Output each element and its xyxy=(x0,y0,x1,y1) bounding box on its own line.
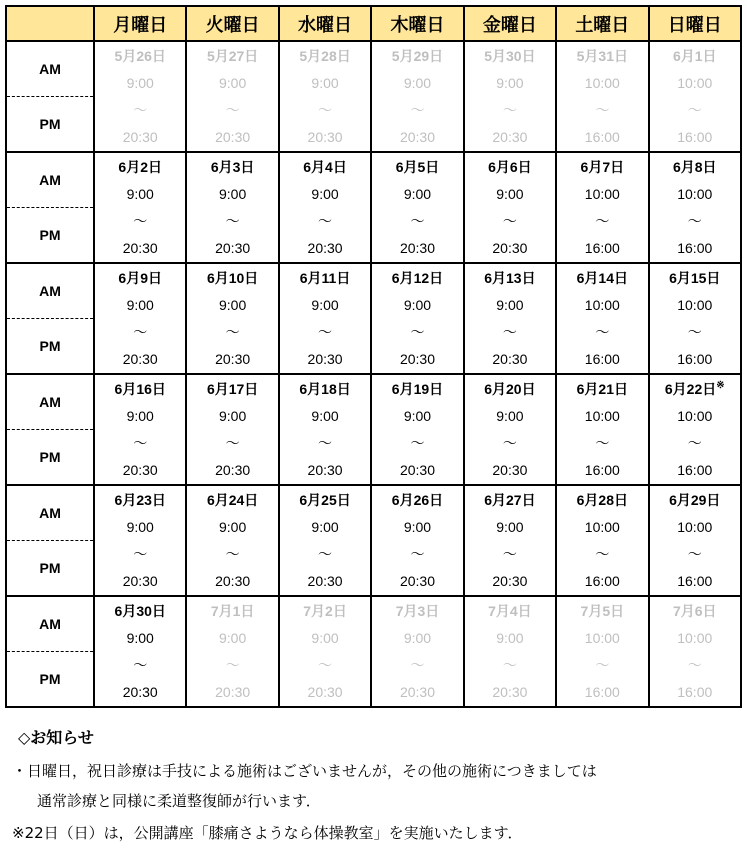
open-time: 9:00 xyxy=(496,75,524,91)
open-time: 9:00 xyxy=(403,630,432,646)
open-time: 9:00 xyxy=(219,186,247,202)
day-cell xyxy=(279,263,371,374)
range-separator: ～ xyxy=(318,324,333,340)
day-cell xyxy=(464,596,556,707)
day-cell xyxy=(649,263,741,374)
open-time: 10:00 xyxy=(677,75,713,91)
day-cell xyxy=(94,485,186,596)
day-cell xyxy=(556,152,648,263)
open-time: 10:00 xyxy=(677,519,713,535)
notice-heading: ◇お知らせ xyxy=(18,728,94,747)
open-time: 9:00 xyxy=(311,408,339,424)
date-label: 6月27日 xyxy=(484,492,536,508)
weekday-header: 月曜日 xyxy=(94,6,186,41)
range-separator: ～ xyxy=(595,435,610,451)
open-time: 9:00 xyxy=(311,297,339,313)
date-label: 6月11日 xyxy=(299,270,351,286)
day-cell xyxy=(279,485,371,596)
open-time: 9:00 xyxy=(311,75,339,91)
date-label: 6月1日 xyxy=(672,48,717,64)
day-cell xyxy=(556,374,648,485)
close-time: 20:30 xyxy=(399,684,435,700)
close-time: 20:30 xyxy=(307,462,343,478)
day-cell xyxy=(371,596,463,707)
day-cell xyxy=(94,41,186,152)
close-time: 20:30 xyxy=(215,240,251,256)
range-separator: ～ xyxy=(410,324,425,340)
close-time: 20:30 xyxy=(399,573,435,589)
date-label: 7月5日 xyxy=(580,603,625,619)
date-label: 6月4日 xyxy=(303,159,347,175)
week-row xyxy=(6,263,741,374)
range-separator: ～ xyxy=(687,102,702,118)
date-label: 6月15日 xyxy=(669,270,721,286)
day-cell xyxy=(464,152,556,263)
day-cell xyxy=(279,41,371,152)
close-time: 20:30 xyxy=(122,351,158,367)
open-time: 9:00 xyxy=(496,186,524,202)
day-cell xyxy=(279,596,371,707)
open-time: 9:00 xyxy=(219,630,247,646)
weekday-header: 水曜日 xyxy=(279,6,371,41)
close-time: 16:00 xyxy=(677,240,713,256)
week-row xyxy=(6,485,741,596)
notice-line: ・日曜日，祝日診療は手技による施術はございませんが，その他の施術につきましては xyxy=(12,762,597,780)
close-time: 16:00 xyxy=(677,684,713,700)
close-time: 16:00 xyxy=(677,462,713,478)
weekday-header: 金曜日 xyxy=(464,6,556,41)
close-time: 20:30 xyxy=(307,351,343,367)
day-cell xyxy=(94,152,186,263)
date-label: 6月9日 xyxy=(118,270,162,286)
range-separator: ～ xyxy=(318,546,333,562)
close-time: 20:30 xyxy=(215,129,251,145)
range-separator: ～ xyxy=(133,657,148,673)
close-time: 20:30 xyxy=(307,573,343,589)
day-cell xyxy=(186,485,278,596)
pm-label: PM xyxy=(39,338,61,354)
day-cell xyxy=(556,485,648,596)
open-time: 9:00 xyxy=(126,297,154,313)
date-label: 6月14日 xyxy=(576,270,628,286)
date-label: 7月2日 xyxy=(303,603,347,619)
range-separator: ～ xyxy=(318,102,333,118)
day-cell xyxy=(279,152,371,263)
am-pm-cell xyxy=(6,41,94,152)
day-cell xyxy=(556,41,648,152)
range-separator: ～ xyxy=(687,213,702,229)
date-label: 5月29日 xyxy=(391,48,444,64)
open-time: 9:00 xyxy=(126,408,154,424)
weekday-header: 木曜日 xyxy=(371,6,463,41)
date-label: 6月16日 xyxy=(114,381,166,397)
range-separator: ～ xyxy=(502,546,517,562)
date-label: 6月13日 xyxy=(484,270,536,286)
range-separator: ～ xyxy=(410,657,425,673)
day-cell xyxy=(649,596,741,707)
date-label: 6月3日 xyxy=(210,159,255,175)
range-separator: ～ xyxy=(595,102,610,118)
range-separator: ～ xyxy=(410,102,425,118)
date-label: 5月27日 xyxy=(206,48,259,64)
day-cell xyxy=(371,485,463,596)
range-separator: ～ xyxy=(687,546,702,562)
open-time: 9:00 xyxy=(496,297,524,313)
close-time: 20:30 xyxy=(492,351,528,367)
open-time: 10:00 xyxy=(677,186,713,202)
week-row xyxy=(6,374,741,485)
date-label: 7月1日 xyxy=(210,603,255,619)
range-separator: ～ xyxy=(502,435,517,451)
day-cell xyxy=(371,263,463,374)
day-cell xyxy=(556,263,648,374)
close-time: 16:00 xyxy=(584,573,620,589)
range-separator: ～ xyxy=(225,324,240,340)
close-time: 20:30 xyxy=(215,351,251,367)
range-separator: ～ xyxy=(687,324,702,340)
date-label: 6月21日 xyxy=(576,381,628,397)
day-cell xyxy=(464,374,556,485)
close-time: 20:30 xyxy=(307,684,343,700)
open-time: 10:00 xyxy=(584,408,620,424)
close-time: 20:30 xyxy=(215,462,251,478)
close-time: 16:00 xyxy=(584,684,620,700)
am-pm-cell xyxy=(6,596,94,707)
date-label: 6月30日 xyxy=(114,603,166,619)
notice-line: 通常診療と同様に柔道整復師が行います． xyxy=(37,792,321,810)
close-time: 20:30 xyxy=(215,573,251,589)
date-label: 6月26日 xyxy=(391,492,444,508)
range-separator: ～ xyxy=(225,435,240,451)
date-label: 6月12日 xyxy=(391,270,444,286)
day-cell xyxy=(186,374,278,485)
close-time: 20:30 xyxy=(122,240,158,256)
open-time: 9:00 xyxy=(403,408,432,424)
pm-label: PM xyxy=(39,227,61,243)
day-cell xyxy=(371,374,463,485)
am-label: AM xyxy=(7,153,93,208)
day-cell xyxy=(186,152,278,263)
open-time: 10:00 xyxy=(584,297,620,313)
date-label: 5月28日 xyxy=(299,48,351,64)
range-separator: ～ xyxy=(133,546,148,562)
date-label: 7月4日 xyxy=(488,603,532,619)
day-cell xyxy=(94,374,186,485)
day-cell xyxy=(464,263,556,374)
open-time: 9:00 xyxy=(403,519,432,535)
open-time: 9:00 xyxy=(311,519,339,535)
week-row xyxy=(6,41,741,152)
day-cell xyxy=(649,374,741,485)
open-time: 9:00 xyxy=(126,75,154,91)
open-time: 10:00 xyxy=(677,630,713,646)
date-label: 6月7日 xyxy=(580,159,625,175)
range-separator: ～ xyxy=(318,657,333,673)
open-time: 9:00 xyxy=(219,75,247,91)
open-time: 9:00 xyxy=(496,519,524,535)
day-cell xyxy=(371,41,463,152)
open-time: 10:00 xyxy=(584,630,620,646)
date-label: 6月17日 xyxy=(206,381,259,397)
range-separator: ～ xyxy=(225,213,240,229)
day-cell xyxy=(464,41,556,152)
close-time: 20:30 xyxy=(492,240,528,256)
close-time: 20:30 xyxy=(215,684,251,700)
open-time: 9:00 xyxy=(219,408,247,424)
open-time: 10:00 xyxy=(584,186,620,202)
pm-label: PM xyxy=(39,671,61,687)
close-time: 20:30 xyxy=(307,129,343,145)
date-label: 6月24日 xyxy=(206,492,259,508)
close-time: 20:30 xyxy=(399,240,435,256)
open-time: 9:00 xyxy=(219,297,247,313)
date-label: 7月6日 xyxy=(672,603,717,619)
am-pm-cell xyxy=(6,485,94,596)
open-time: 9:00 xyxy=(403,186,432,202)
open-time: 10:00 xyxy=(584,519,620,535)
close-time: 16:00 xyxy=(584,240,620,256)
range-separator: ～ xyxy=(595,213,610,229)
note-mark: ※ xyxy=(716,380,725,391)
open-time: 10:00 xyxy=(677,297,713,313)
date-label: 6月28日 xyxy=(576,492,628,508)
pm-label: PM xyxy=(39,116,61,132)
date-label: 6月18日 xyxy=(299,381,351,397)
range-separator: ～ xyxy=(133,324,148,340)
date-label: 5月30日 xyxy=(484,48,536,64)
open-time: 10:00 xyxy=(584,75,620,91)
close-time: 20:30 xyxy=(122,129,158,145)
close-time: 16:00 xyxy=(677,573,713,589)
day-cell xyxy=(186,596,278,707)
pm-label: PM xyxy=(39,560,61,576)
date-text: 6月22日 xyxy=(664,381,717,397)
date-label: 6月29日 xyxy=(669,492,721,508)
weekday-header: 土曜日 xyxy=(556,6,648,41)
am-pm-cell xyxy=(6,152,94,263)
day-cell xyxy=(186,41,278,152)
pm-label: PM xyxy=(39,449,61,465)
date-label: 6月23日 xyxy=(114,492,166,508)
date-label: 6月5日 xyxy=(395,159,440,175)
date-label xyxy=(650,376,740,403)
close-time: 16:00 xyxy=(677,129,713,145)
close-time: 20:30 xyxy=(399,129,435,145)
day-cell xyxy=(464,485,556,596)
day-cell xyxy=(556,596,648,707)
am-label: AM xyxy=(7,264,93,319)
range-separator: ～ xyxy=(318,213,333,229)
range-separator: ～ xyxy=(410,546,425,562)
range-separator: ～ xyxy=(133,435,148,451)
range-separator: ～ xyxy=(502,213,517,229)
open-time: 9:00 xyxy=(403,297,432,313)
day-cell xyxy=(649,485,741,596)
range-separator: ～ xyxy=(687,657,702,673)
am-pm-cell xyxy=(6,374,94,485)
range-separator: ～ xyxy=(595,546,610,562)
range-separator: ～ xyxy=(225,102,240,118)
day-cell xyxy=(649,152,741,263)
open-time: 9:00 xyxy=(496,630,524,646)
range-separator: ～ xyxy=(410,213,425,229)
range-separator: ～ xyxy=(595,657,610,673)
day-cell xyxy=(94,596,186,707)
day-cell xyxy=(649,41,741,152)
day-cell xyxy=(186,263,278,374)
close-time: 20:30 xyxy=(492,462,528,478)
notice-line: ※22日（日）は，公開講座「膝痛さようなら体操教室」を実施いたします． xyxy=(12,824,523,842)
day-cell xyxy=(94,263,186,374)
open-time: 9:00 xyxy=(311,630,339,646)
day-cell xyxy=(279,374,371,485)
week-row xyxy=(6,152,741,263)
date-label: 5月31日 xyxy=(576,48,628,64)
date-label: 6月6日 xyxy=(488,159,532,175)
range-separator: ～ xyxy=(133,102,148,118)
open-time: 9:00 xyxy=(126,519,154,535)
corner-cell xyxy=(6,6,94,41)
date-label: 7月3日 xyxy=(395,603,440,619)
range-separator: ～ xyxy=(595,324,610,340)
range-separator: ～ xyxy=(133,213,148,229)
open-time: 9:00 xyxy=(126,186,154,202)
date-label: 6月19日 xyxy=(391,381,444,397)
open-time: 9:00 xyxy=(311,186,339,202)
am-pm-cell xyxy=(6,263,94,374)
close-time: 20:30 xyxy=(307,240,343,256)
schedule-table xyxy=(5,5,742,708)
range-separator: ～ xyxy=(318,435,333,451)
day-cell xyxy=(371,152,463,263)
range-separator: ～ xyxy=(225,546,240,562)
close-time: 20:30 xyxy=(122,684,158,700)
close-time: 20:30 xyxy=(492,573,528,589)
close-time: 16:00 xyxy=(584,462,620,478)
close-time: 20:30 xyxy=(492,684,528,700)
open-time: 9:00 xyxy=(496,408,524,424)
close-time: 20:30 xyxy=(399,462,435,478)
am-label: AM xyxy=(7,42,93,97)
open-time: 10:00 xyxy=(677,408,713,424)
open-time: 9:00 xyxy=(403,75,432,91)
date-label: 6月20日 xyxy=(484,381,536,397)
date-label: 6月25日 xyxy=(299,492,351,508)
am-label: AM xyxy=(7,486,93,541)
range-separator: ～ xyxy=(687,435,702,451)
weekday-header: 火曜日 xyxy=(186,6,278,41)
weekday-header-row xyxy=(6,6,741,41)
am-label: AM xyxy=(7,597,93,652)
close-time: 20:30 xyxy=(399,351,435,367)
close-time: 16:00 xyxy=(584,129,620,145)
range-separator: ～ xyxy=(225,657,240,673)
date-label: 6月8日 xyxy=(672,159,717,175)
date-label: 6月10日 xyxy=(206,270,259,286)
open-time: 9:00 xyxy=(219,519,247,535)
close-time: 16:00 xyxy=(584,351,620,367)
open-time: 9:00 xyxy=(126,630,154,646)
range-separator: ～ xyxy=(502,657,517,673)
weekday-header: 日曜日 xyxy=(649,6,741,41)
range-separator: ～ xyxy=(502,324,517,340)
week-row xyxy=(6,596,741,707)
close-time: 20:30 xyxy=(492,129,528,145)
date-label: 5月26日 xyxy=(114,48,166,64)
date-label: 6月2日 xyxy=(118,159,162,175)
close-time: 16:00 xyxy=(677,351,713,367)
range-separator: ～ xyxy=(502,102,517,118)
am-label: AM xyxy=(7,375,93,430)
close-time: 20:30 xyxy=(122,462,158,478)
range-separator: ～ xyxy=(410,435,425,451)
close-time: 20:30 xyxy=(122,573,158,589)
